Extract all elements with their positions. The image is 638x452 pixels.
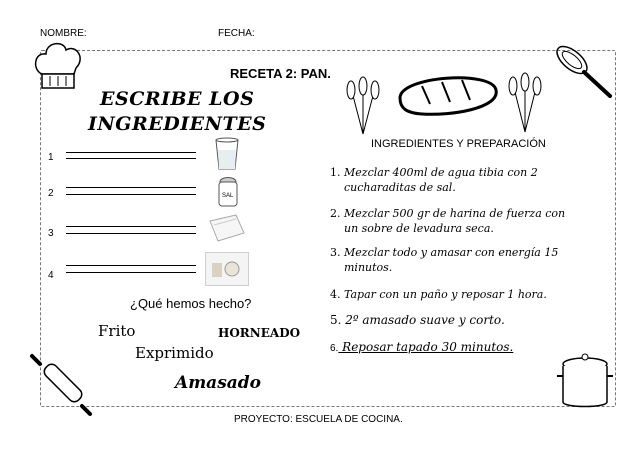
svg-text:SAL: SAL [222, 193, 234, 199]
ingredient-number-1: 1 [48, 152, 54, 163]
answer-line[interactable] [66, 152, 196, 153]
step-3: 3. Mezclar todo y amasar con energía 15 minutos. [330, 246, 559, 274]
wheat-icon-right [505, 70, 545, 134]
ingredient-number-4: 4 [48, 270, 54, 281]
cooking-pot-icon [553, 350, 617, 412]
bread-loaf-icon [392, 68, 502, 120]
water-glass-icon [210, 136, 244, 172]
rolling-pin-icon [26, 350, 96, 420]
whisk-icon [550, 42, 620, 106]
chef-hat-icon [30, 40, 86, 98]
step-1: 1. Mezclar 400ml de agua tibia con 2 cucharaditas de sal. [330, 166, 538, 194]
option-frito[interactable]: Frito [98, 322, 136, 340]
step-5: 5. 2º amasado suave y corto. [330, 313, 505, 327]
steps-heading: INGREDIENTES Y PREPARACIÓN [371, 138, 546, 150]
answer-line[interactable] [66, 265, 196, 266]
option-amasado[interactable]: Amasado [175, 373, 262, 393]
answer-line[interactable] [66, 187, 196, 188]
page-title: RECETA 2: PAN. [230, 66, 331, 81]
ingredient-number-2: 2 [48, 188, 54, 199]
footer-text: PROYECTO: ESCUELA DE COCINA. [234, 414, 403, 425]
step-4: 4. Tapar con un paño y reposar 1 hora. [330, 288, 547, 301]
answer-line[interactable] [66, 233, 196, 234]
answer-line[interactable] [66, 194, 196, 195]
answer-line[interactable] [66, 272, 196, 273]
wheat-icon [343, 74, 383, 136]
step-6: 6. Reposar tapado 30 minutos. [330, 340, 514, 354]
answer-line[interactable] [66, 226, 196, 227]
ingredient-number-3: 3 [48, 228, 54, 239]
salt-shaker-icon [214, 172, 242, 210]
step-2: 2. Mezclar 500 gr de harina de fuerza con un sobre de levadura seca. [330, 207, 566, 235]
option-horneado[interactable]: HORNEADO [218, 326, 301, 340]
ingredients-heading-line2: INGREDIENTES [88, 113, 267, 135]
question-text: ¿Qué hemos hecho? [130, 296, 252, 311]
option-exprimido[interactable]: Exprimido [135, 344, 214, 362]
answer-line[interactable] [66, 158, 196, 159]
flour-bag-icon [206, 213, 246, 245]
ingredients-heading-line1: ESCRIBE LOS [100, 88, 255, 110]
yeast-photo-icon [205, 252, 249, 286]
fecha-label: FECHA: [218, 28, 255, 39]
nombre-label: NOMBRE: [40, 28, 87, 39]
